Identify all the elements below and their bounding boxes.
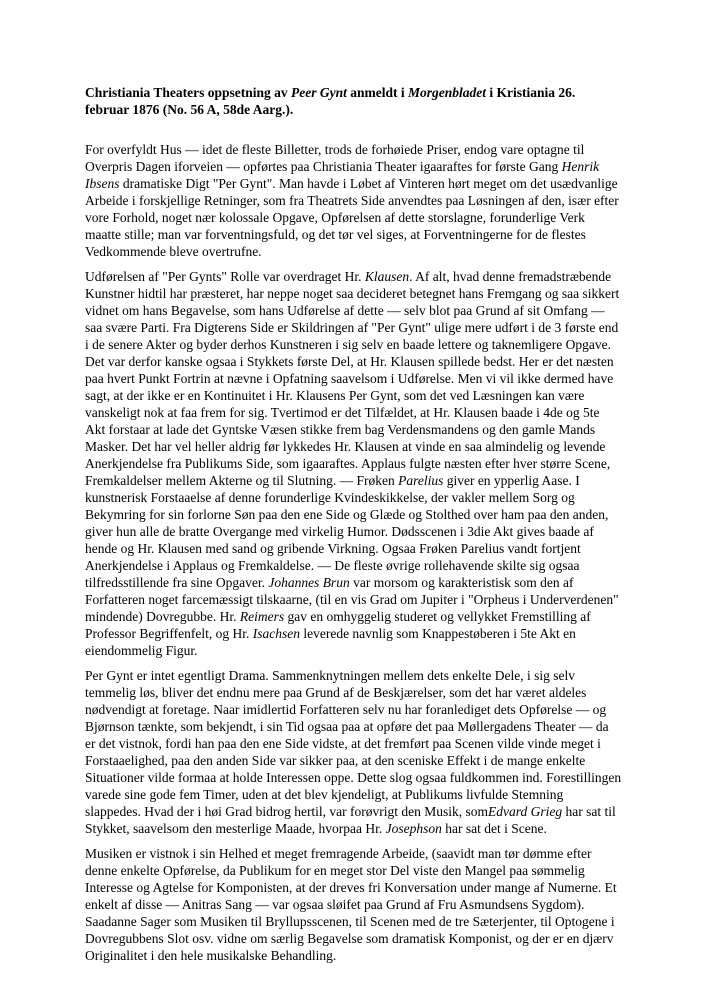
text-run: For overfyldt Hus — idet de fleste Billetter, trods de forhøiede Priser, endog vare optagne til Overpris Dagen iforveien — opførtes paa Christiania Theater igaaraftes for første Gang [85, 142, 585, 174]
text-run: har sat til Stykket, saavelsom den mesterlige Maade, hvorpaa Hr. [85, 804, 616, 836]
text-run: leverede navnlig som Knappestøberen i 5te Akt en eiendommelig Figur. [85, 626, 576, 658]
paragraph-3 [85, 667, 622, 837]
document-title [85, 84, 622, 118]
text-run: gav en omhyggelig studeret og vellykket Fremstilling af Professor Begriffenfelt, og Hr. [85, 609, 591, 641]
italic-text-run: Peer Gynt [291, 85, 347, 100]
document-body [85, 141, 622, 964]
italic-text-run: Reimers [239, 609, 285, 624]
text-run: har sat det i Scene. [441, 821, 547, 836]
italic-text-run: Parelius [398, 473, 444, 488]
text-run: Christiania Theaters oppsetning av [85, 85, 292, 100]
italic-text-run: Ibsens [85, 176, 120, 191]
paragraph-4 [85, 845, 622, 964]
italic-text-run: Johannes Brun [268, 575, 350, 590]
paragraph-1 [85, 141, 622, 260]
text-run: . Af alt, hvad denne fremadstræbende Kunstner hidtil har præsteret, har neppe noget saa decideret betegnet hans Fremgang og saa sikkert vidnet om hans Begavelse, som hans Udførelse af dette — selv blot paa Grund af sit Omfang — saa svære Parti. Fra Digterens Side er Skildringen af "Per Gynt" ulige mere udført i de 3 første end i de senere Akter og byder derhos Kunstneren i sig selv en baade lettere og taknemligere Opgave. Det var derfor kanske ogsaa i Stykkets første Del, at Hr. Klausen spillede bedst. Her er det næsten paa hvert Punkt Fortrin at nævne i Opfatning saavelsom i Udførelse. Men vi vil ikke dermed have sagt, at der ikke er en Kontinuitet i Hr. Klausens Per Gynt, som det ved Læsningen kan være vanskeligt nok at faa frem for sig. Tvertimod er det Tilfældet, at Hr. Klausen baade i 4de og 5te Akt forstaar at lade det Gyntske Væsen stikke frem bag Verdensmandens og den gamle Mands Masker. Det har vel heller aldrig før lykkedes Hr. Klausen at vinde en saa almindelig og levende Anerkjendelse fra Publikums Side, som igaaraftes. Applaus fulgte næsten efter hver større Scene, Fremkaldelser mellem Akterne og til Slutning. — Frøken [85, 269, 620, 488]
text-run: Musiken er vistnok i sin Helhed et meget fremragende Arbeide, (saavidt man tør dømme efter denne enkelte Opførelse, da Publikum for en meget stor Del viste den Mangel paa sømmelig Interesse og Agtelse for Komponisten, at der dreves fri Konversation under mange af Numerne. Et enkelt af disse — Anitras Sang — var ogsaa sløifet paa Grund af Fru Asmundsens Sygdom). Saadanne Sager som Musiken til Bryllupsscenen, til Scenen med de tre Sæterjenter, til Optogene i Dovregubbens Slot osv. vidne om særlig Begavelse som dramatisk Komponist, og der er en djærv Originalitet i den hele musikalske Behandling. [85, 846, 617, 963]
text-run: anmeldt i [346, 85, 409, 100]
italic-text-run: Morgenbladet [408, 85, 487, 100]
text-run: giver en ypperlig Aase. I kunstnerisk Forstaaelse af denne forunderlige Kvindeskikkelse, der vakler mellem Sorg og Bekymring for sin forlorne Søn paa den ene Side og Glæde og Stolthed over ham paa den anden, giver hun alle de bratte Overgange med virkelig Humor. Dødsscenen i 3die Akt gives baade af hende og Hr. Klausen med sand og gribende Virkning. Ogsaa Frøken Parelius vandt fortjent Anerkjendelse i Applaus og Fremkaldelse. — De fleste øvrige rollehavende skilte sig ogsaa tilfredsstillende fra sine Opgaver. [85, 473, 609, 590]
italic-text-run: Klausen [364, 269, 410, 284]
text-run: Udførelsen af "Per Gynts" Rolle var overdraget Hr. [85, 269, 365, 284]
text-run: var morsom og karakteristisk som den af Forfatteren noget farcemæssigt tilskaarne, (til en vis Grad om Jupiter i "Orpheus i Underverdenen" mindende) Dovregubbe. Hr. [85, 575, 619, 624]
italic-text-run: Edvard Grieg [488, 804, 563, 819]
italic-text-run: Josephson [385, 821, 442, 836]
text-run: dramatiske Digt "Per Gynt". Man havde i Løbet af Vinteren hørt meget om det usædvanlige Arbeide i forskjellige Retninger, som fra Theatrets Side anvendtes paa Løsningen af den, især efter vore Forhold, noget nær kolossale Opgave, Opførelsen af dette storslagne, forunderlige Verk maatte stille; man var forventningsfuld, og det tør vel siges, at Forventningerne for de flestes Vedkommende bleve overtrufne. [85, 176, 619, 259]
italic-text-run: Henrik [561, 159, 600, 174]
italic-text-run: Isachsen [252, 626, 300, 641]
text-run: Per Gynt er intet egentligt Drama. Sammenknytningen mellem dets enkelte Dele, i sig selv temmelig løs, bliver det endnu mere paa Grund af de Beskjærelser, som det har været aldeles nødvendigt at foretage. Naar imidlertid Forfatteren selv nu har foranlediget dets Opførelse — og Bjørnson tænkte, som bekjendt, i sin Tid ogsaa paa at opføre det paa Møllergadens Theater — da er det vistnok, fordi han paa den ene Side vidste, at det fremført paa Scenen vilde vinde meget i Forstaaelighed, paa den anden Side var sikker paa, at den sceniske Effekt i de mange enkelte Situationer vilde formaa at holde Interessen oppe. Dette slog ogsaa fuldkommen ind. Forestillingen varede sine gode fem Timer, uden at det blev kjendeligt, at Publikums livfulde Stemning slappedes. Hvad der i høi Grad bidrog hertil, var forøvrigt den Musik, som [85, 668, 622, 819]
paragraph-2 [85, 268, 622, 659]
text-run: i Kristiania 26. februar 1876 (No. 56 A, 58de Aarg.). [85, 85, 576, 117]
